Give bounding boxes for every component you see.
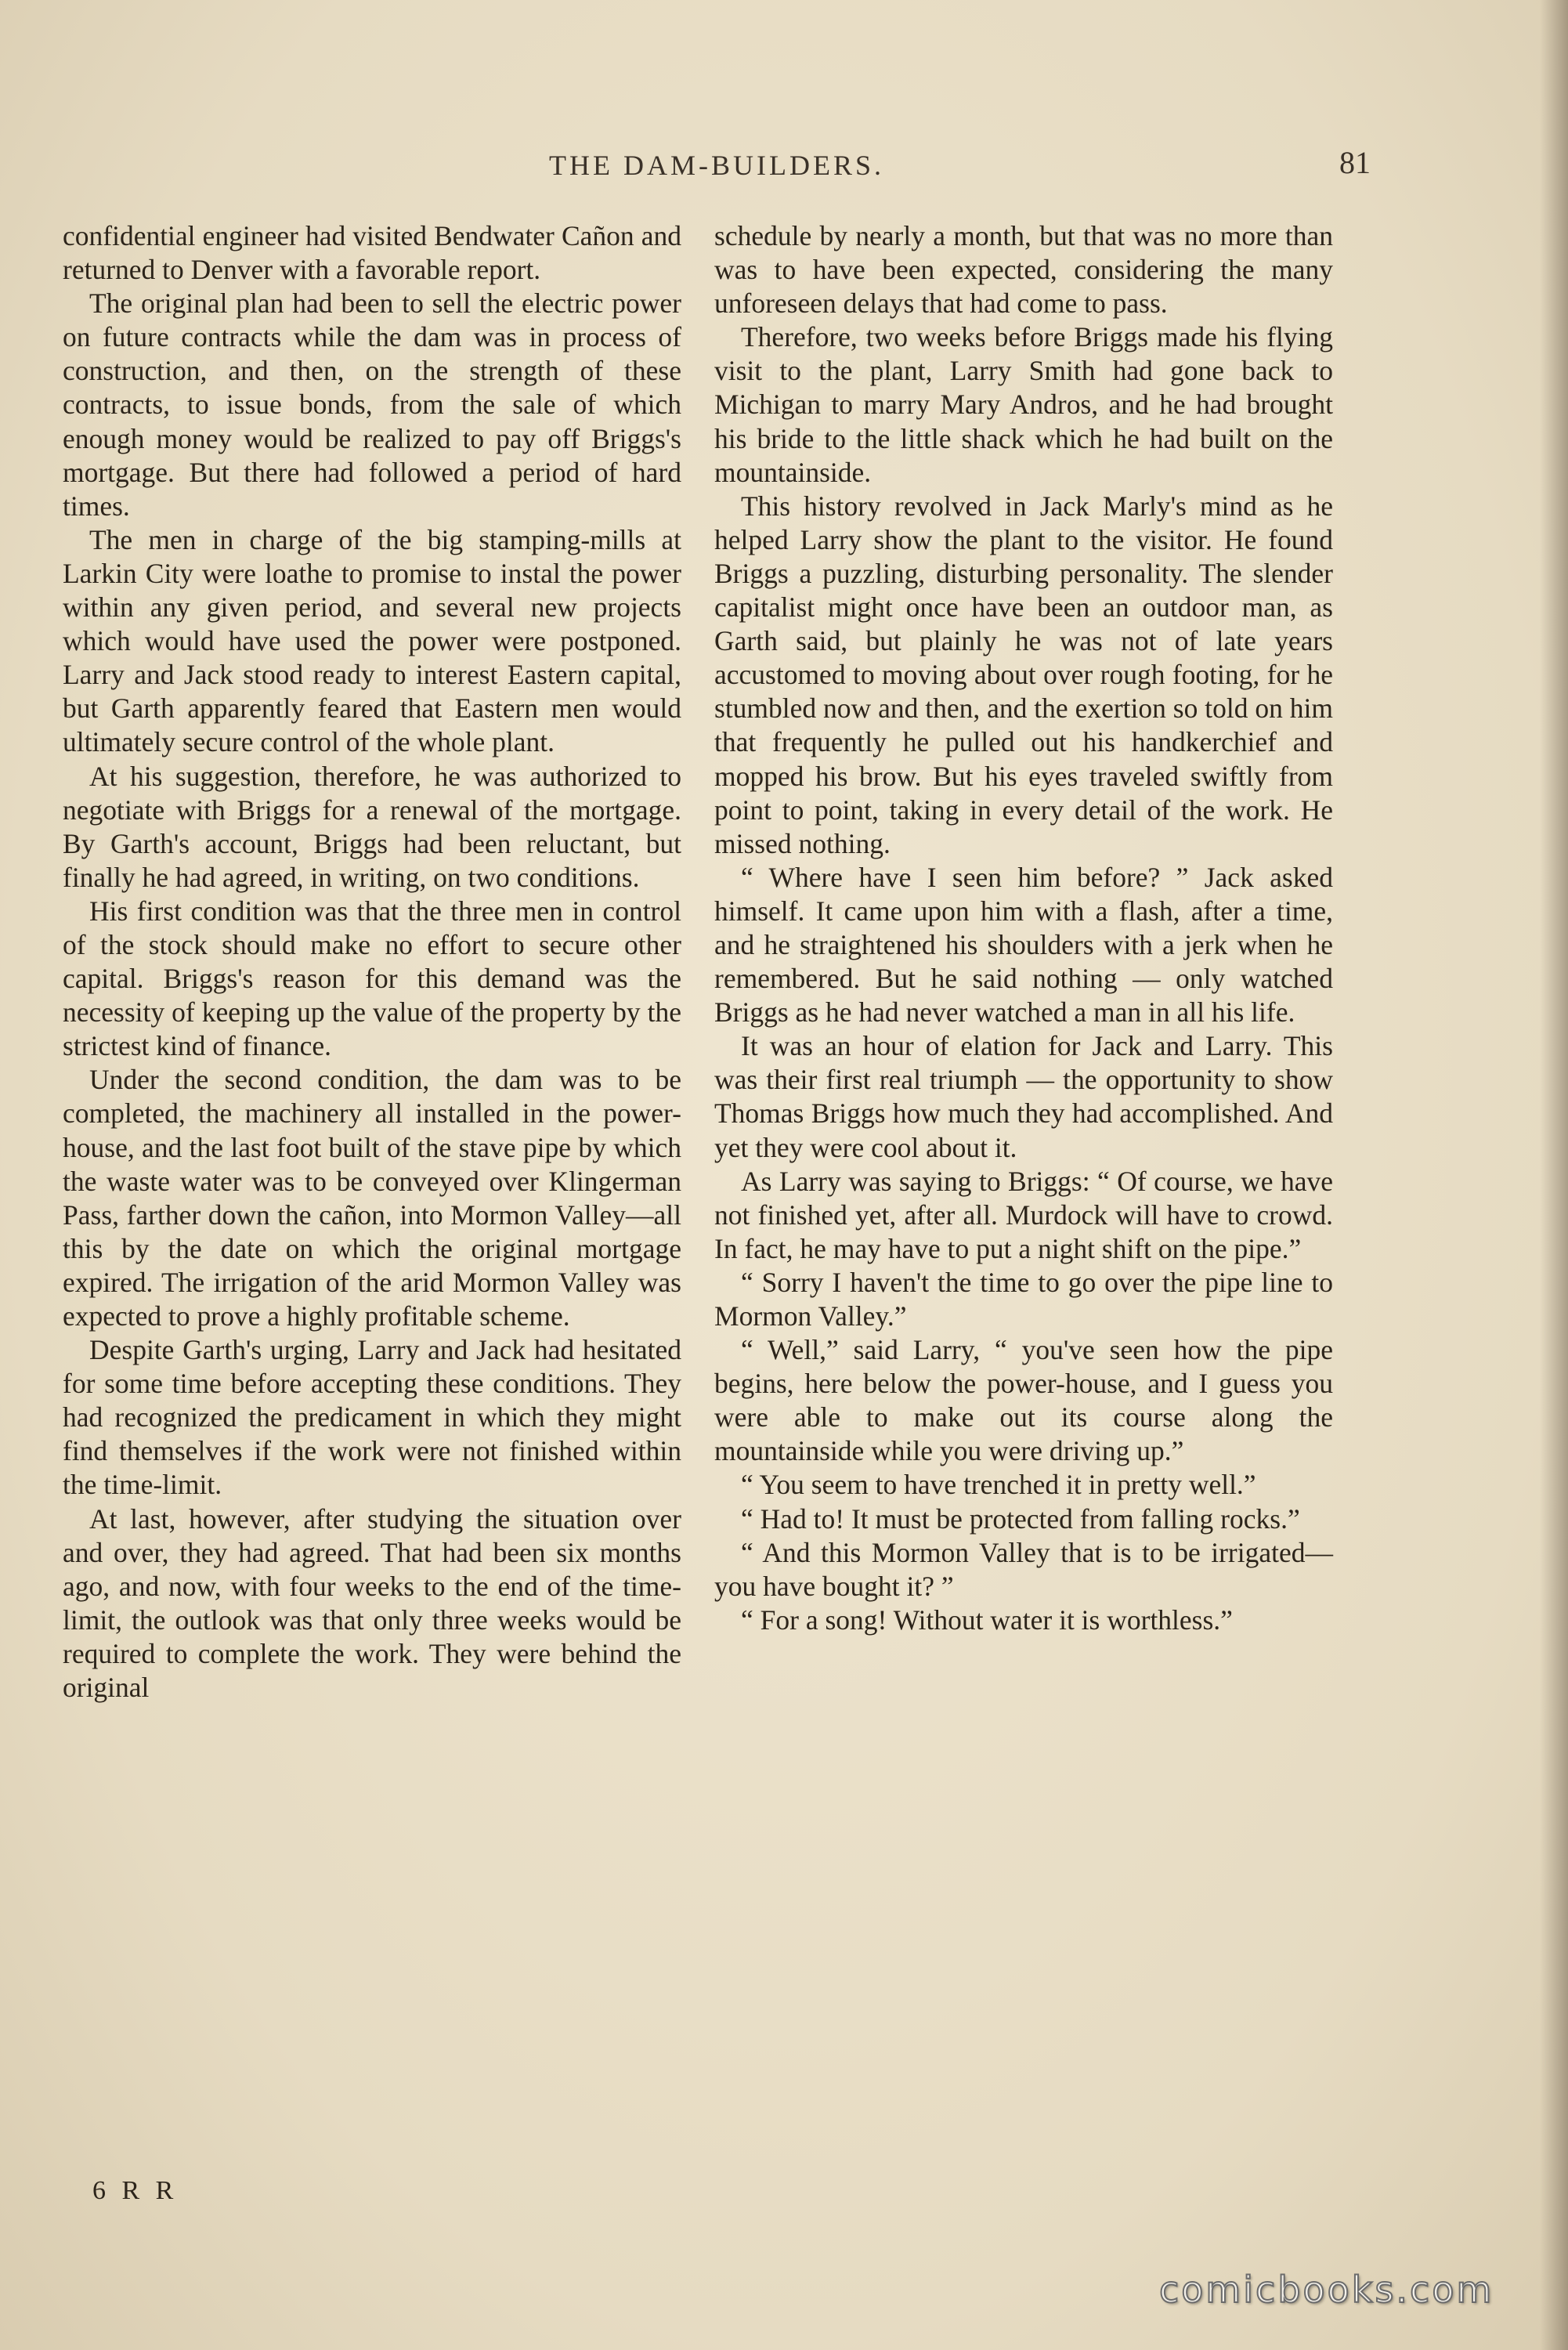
paragraph: schedule by nearly a month, but that was no more than was to have been expected, considering the many unforeseen delays that had come to pass.: [714, 220, 1333, 320]
watermark-logo: comicbooks.com: [1159, 2269, 1494, 2311]
paragraph: confidential engineer had visited Bendwater Cañon and returned to Denver with a favorable report.: [63, 220, 681, 286]
paragraph: Under the second condition, the dam was to be completed, the machinery all installed in the power-house, and the last foot built of the stave pipe by which the waste water was to be conveyed over Klingerman Pass, farther down the cañon, into Mormon Valley—all this by the date on which the original mortgage expired. The irrigation of the arid Mormon Valley was expected to prove a highly profitable scheme.: [63, 1064, 681, 1332]
page-header: [70, 145, 1371, 196]
page-number: 81: [1339, 145, 1371, 180]
paragraph: “ Had to! It must be protected from falling rocks.”: [741, 1502, 1300, 1535]
paragraph: The original plan had been to sell the electric power on future contracts while the dam was in process of construction, and then, on the strength of these contracts, to issue bonds, from the sale of which enough money would be realized to pay off Briggs's mortgage. But there had followed a period of hard times.: [63, 287, 681, 522]
paragraph: “ Sorry I haven't the time to go over the pipe line to Mormon Valley.”: [714, 1266, 1333, 1332]
paragraph: Therefore, two weeks before Briggs made his flying visit to the plant, Larry Smith had gone back to Michigan to marry Mary Andros, and he had brought his bride to the little shack which he had built on the mountainside.: [714, 321, 1333, 488]
right-column: [714, 219, 1333, 1637]
paragraph: “ You seem to have trenched it in pretty well.”: [741, 1469, 1256, 1501]
paragraph: This history revolved in Jack Marly's mind as he helped Larry show the plant to the visitor. He found Briggs a puzzling, disturbing personality. The slender capitalist might once have been an outdoor man, as Garth said, but plainly he was not of late years accustomed to moving about over rough footing, for he stumbled now and then, and the exertion so told on him that frequently he pulled out his handkerchief and mopped his brow. But his eyes traveled swiftly from point to point, taking in every detail of the work. He missed nothing.: [714, 490, 1333, 859]
running-head: THE DAM-BUILDERS.: [549, 150, 884, 181]
paragraph: “ And this Mormon Valley that is to be irrigated—you have bought it? ”: [714, 1536, 1333, 1602]
paragraph: “ For a song! Without water it is worthless.”: [741, 1603, 1233, 1636]
paragraph: The men in charge of the big stamping-mills at Larkin City were loathe to promise to instal the power within any given period, and several new projects which would have used the power were postponed. Larry and Jack stood ready to interest Eastern capital, but Garth apparently feared that Eastern men would ultimately secure control of the whole plant.: [63, 523, 681, 758]
page-edge-shadow: [1540, 0, 1568, 2350]
paragraph: As Larry was saying to Briggs: “ Of course, we have not finished yet, after all. Murdock will have to crowd. In fact, he may have to put a night shift on the pipe.”: [714, 1165, 1333, 1264]
paragraph: “ Where have I seen him before? ” Jack asked himself. It came upon him with a flash, after a time, and he straightened his shoulders with a jerk when he remembered. But he said nothing — only watched Briggs as he had never watched a man in all his life.: [714, 861, 1333, 1029]
left-column: [63, 219, 681, 1705]
paragraph: At his suggestion, therefore, he was authorized to negotiate with Briggs for a renewal of the mortgage. By Garth's account, Briggs had been reluctant, but finally he had agreed, in writing, on two conditions.: [63, 760, 681, 893]
paragraph: At last, however, after studying the situation over and over, they had agreed. That had been six months ago, and now, with four weeks to the end of the time-limit, the outlook was that only three weeks would be required to complete the work. They were behind the original: [63, 1502, 681, 1704]
paragraph: “ Well,” said Larry, “ you've seen how the pipe begins, here below the power-house, and I guess you were able to make out its course along the mountainside while you were driving up.”: [714, 1334, 1333, 1467]
paragraph: It was an hour of elation for Jack and Larry. This was their first real triumph — the opportunity to show Thomas Briggs how much they had accomplished. And yet they were cool about it.: [714, 1030, 1333, 1163]
paragraph: His first condition was that the three men in control of the stock should make no effort to secure other capital. Briggs's reason for this demand was the necessity of keeping up the value of the property by the strictest kind of finance.: [63, 895, 681, 1062]
paragraph: Despite Garth's urging, Larry and Jack had hesitated for some time before accepting these conditions. They had recognized the predicament in which they might find themselves if the work were not finished within the time-limit.: [63, 1334, 681, 1501]
printer-signature-mark: 6 R R: [92, 2176, 179, 2205]
